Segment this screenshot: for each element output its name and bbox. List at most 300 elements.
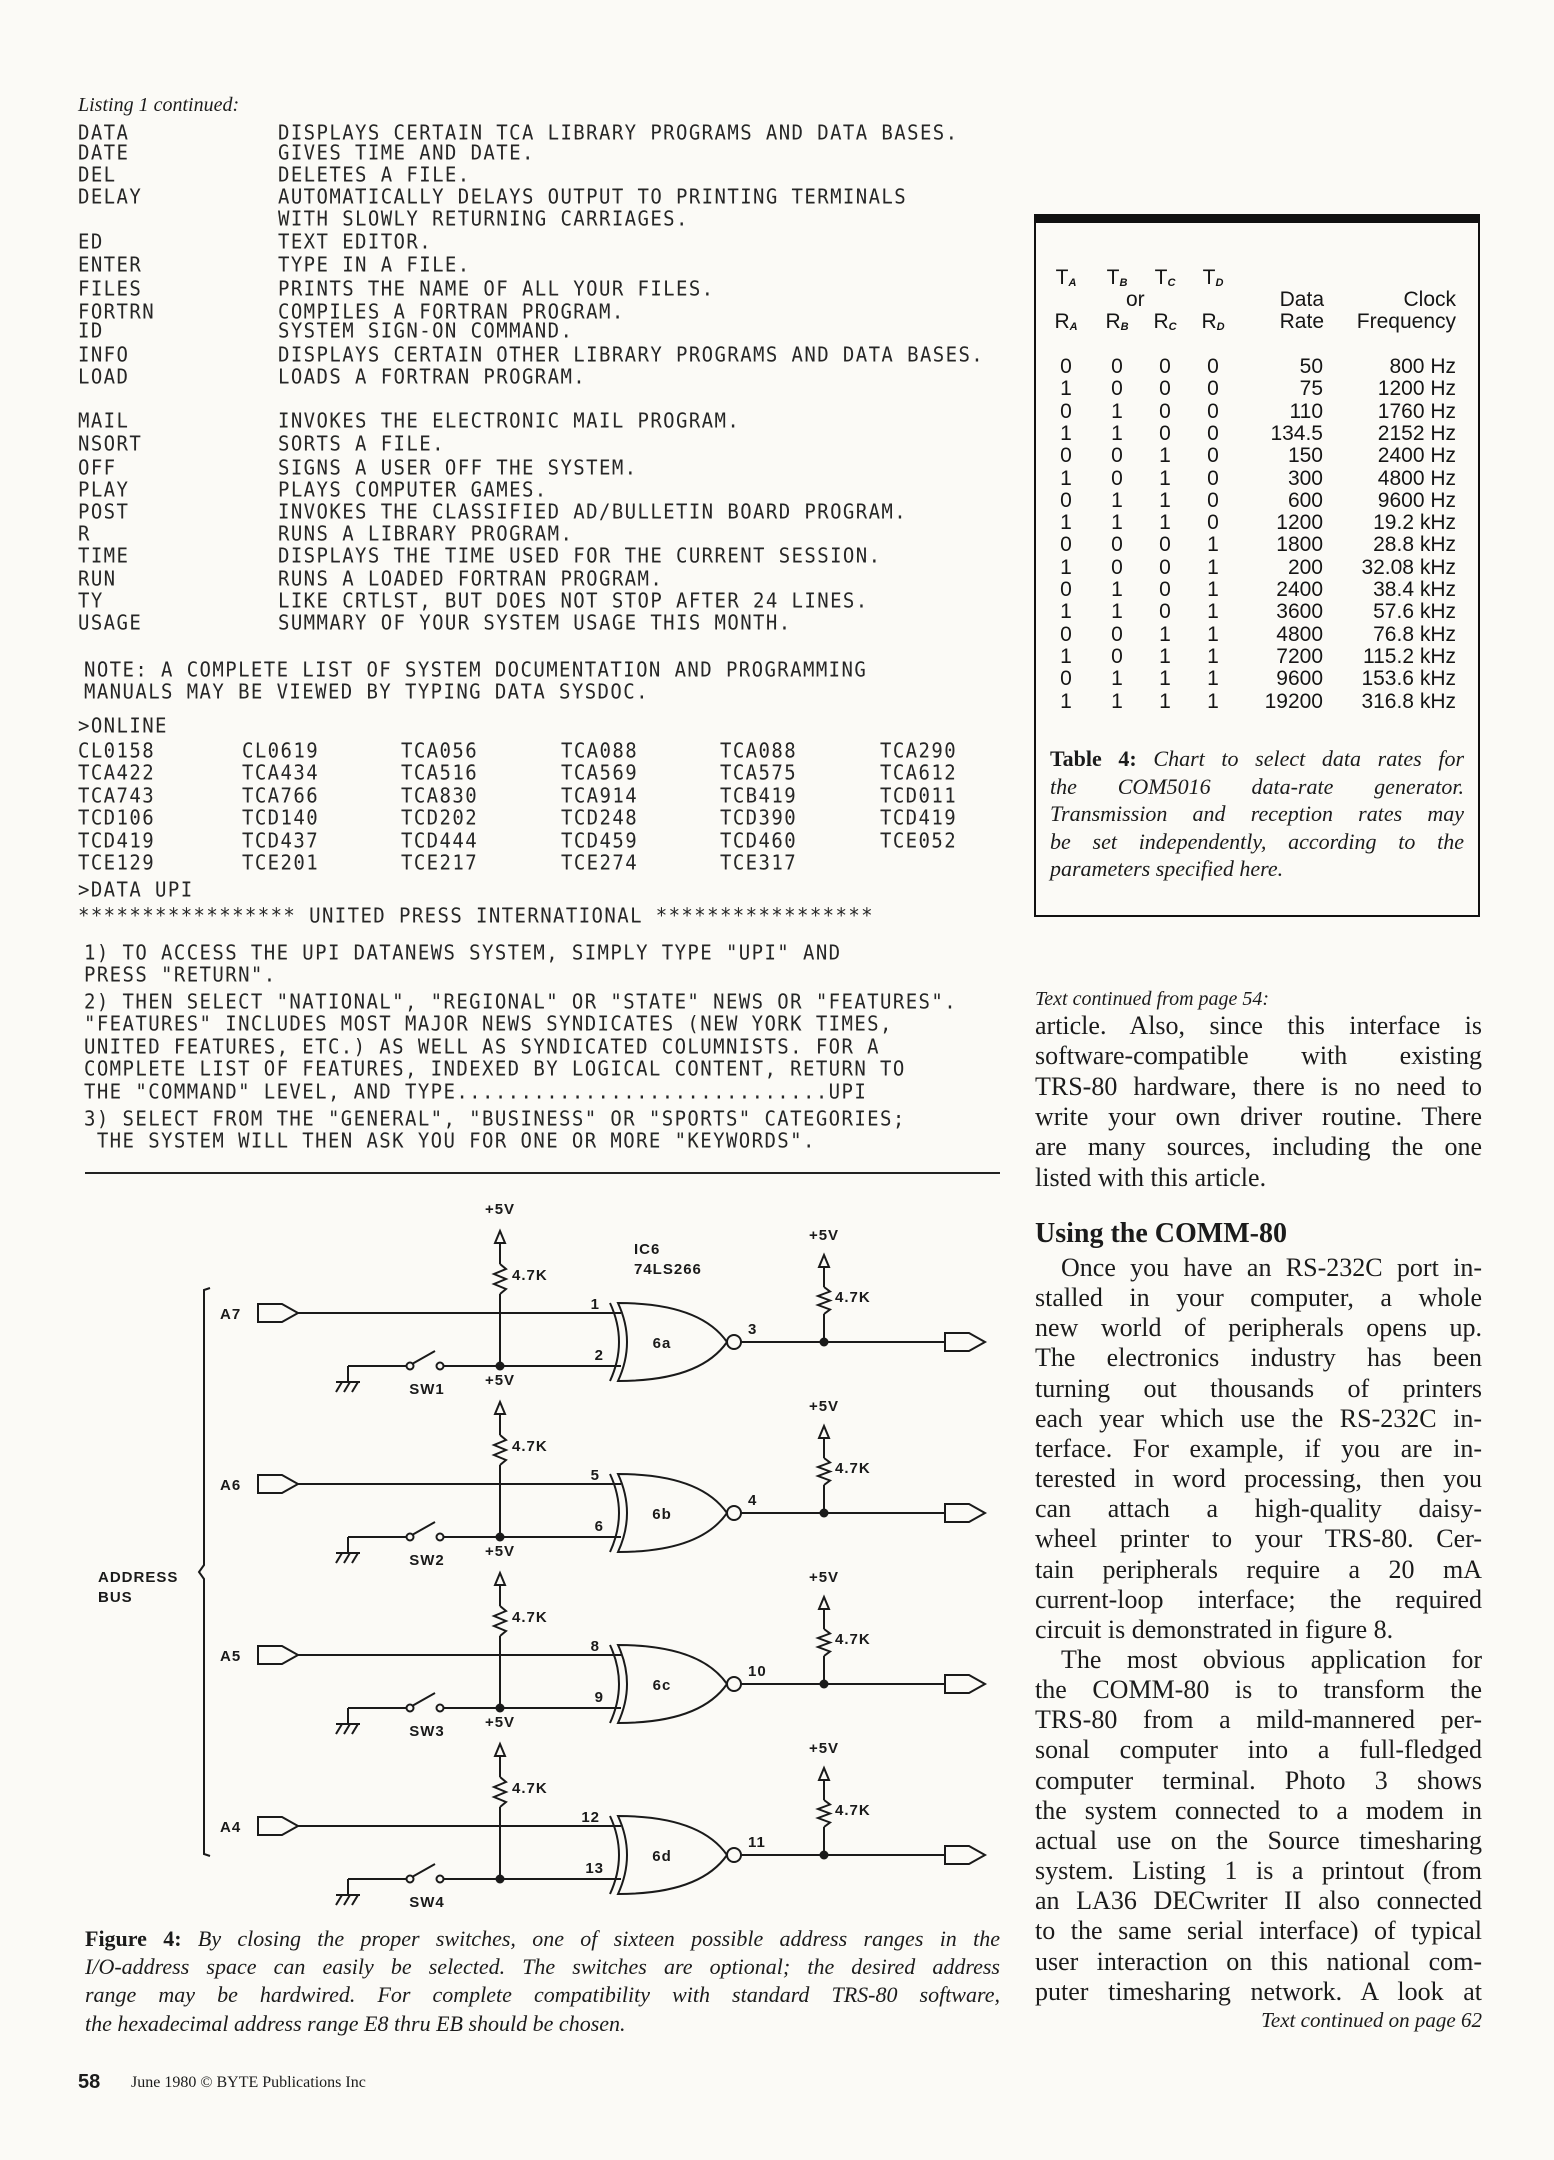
data-rate-cell: 300: [1287, 466, 1323, 490]
bit-cell: 1: [1159, 444, 1171, 468]
bit-cell: 0: [1060, 578, 1072, 601]
bit-cell: 0: [1111, 622, 1123, 646]
header-letter: T: [1202, 266, 1216, 289]
instruction-line: UNITED FEATURES, ETC.) AS WELL AS SYNDICATED COLUMNISTS. FOR A: [84, 1034, 881, 1059]
clock-frequency-cell: 9600 Hz: [1377, 488, 1456, 512]
bit-cell: 0: [1207, 511, 1219, 535]
header-subscript: A: [1068, 277, 1077, 289]
resistor-label: 4.7K: [835, 1802, 871, 1819]
bit-cell: 1: [1159, 488, 1171, 512]
instruction-line: 3) SELECT FROM THE "GENERAL", "BUSINESS" OR "SPORTS" CATEGORIES;: [84, 1107, 906, 1131]
switch-blade: [412, 1693, 435, 1706]
command-name: FILES: [78, 277, 143, 301]
switch-contact: [437, 1534, 444, 1541]
body-line: puter timesharing network. A look at: [1035, 1976, 1482, 2006]
supply-label: +5V: [484, 1543, 516, 1560]
header-subscript: A: [1069, 321, 1078, 333]
xnor-gate: [618, 1474, 727, 1552]
xnor-input-curve: [610, 1474, 619, 1552]
pin-label: 4: [748, 1492, 758, 1509]
command-description: RUNS A LOADED FORTRAN PROGRAM.: [278, 567, 664, 591]
supply-label: +5V: [484, 1372, 516, 1389]
online-item: TCD419: [78, 828, 156, 853]
figure-caption-text: range may be hardwired. For complete compatibility with standard TRS-80 software,: [85, 1982, 1000, 2008]
junction-dot: [820, 1338, 829, 1347]
bit-cell: 0: [1207, 466, 1219, 490]
switch-label: SW3: [409, 1723, 445, 1740]
body-line: software-compatible with existing: [1035, 1041, 1482, 1071]
bit-cell: 1: [1111, 399, 1123, 423]
figure-caption-text: the hexadecimal address range E8 thru EB should be chosen.: [85, 2010, 626, 2036]
bit-cell: 0: [1060, 622, 1072, 646]
command-description: PLAYS COMPUTER GAMES.: [278, 478, 548, 502]
page-number: 58: [78, 2071, 101, 2093]
online-prompt: >ONLINE: [78, 714, 168, 738]
online-item: CL0158: [78, 739, 156, 763]
xnor-input-curve: [610, 1303, 619, 1381]
data-rate-cell: 4800: [1276, 622, 1323, 646]
bit-cell: 0: [1060, 667, 1072, 691]
figure-4-schematic: [80, 1190, 1000, 1910]
online-item: TCA290: [880, 739, 958, 763]
bit-cell: 0: [1207, 488, 1219, 512]
bit-cell: 0: [1159, 600, 1171, 624]
command-name: TY: [78, 589, 104, 613]
command-description: INVOKES THE ELECTRONIC MAIL PROGRAM.: [278, 409, 741, 433]
command-description: LIKE CRTLST, BUT DOES NOT STOP AFTER 24 LINES.: [278, 589, 869, 613]
bit-cell: 1: [1207, 533, 1219, 557]
instruction-line: PRESS "RETURN".: [84, 963, 277, 988]
switch-blade: [412, 1522, 435, 1535]
instruction-line: THE SYSTEM WILL THEN ASK YOU FOR ONE OR MORE "KEYWORDS".: [84, 1129, 816, 1154]
resistor-label: 4.7K: [512, 1609, 548, 1626]
command-name: TIME: [78, 544, 130, 568]
pin-label: 9: [594, 1689, 604, 1706]
xnor-input-curve: [610, 1645, 619, 1723]
command-description: INVOKES THE CLASSIFIED AD/BULLETIN BOARD PROGRAM.: [278, 500, 908, 524]
resistor-label: 4.7K: [512, 1267, 548, 1284]
pin-label: 11: [748, 1834, 766, 1851]
column-header-t: [1051, 266, 1081, 290]
command-name: DATA: [78, 121, 130, 145]
body-line: terested in word processing, then you: [1035, 1464, 1482, 1494]
supply-arrow-icon: [495, 1402, 505, 1414]
ground-icon: [336, 1724, 360, 1734]
bit-cell: 0: [1060, 533, 1072, 557]
body-line: circuit is demonstrated in figure 8.: [1035, 1614, 1394, 1644]
bit-cell: 0: [1207, 399, 1219, 423]
clock-frequency-cell: 2152 Hz: [1377, 421, 1456, 445]
table-caption-line: [1050, 745, 1464, 773]
data-rate-cell: 7200: [1276, 644, 1323, 668]
clock-frequency-cell: 4800 Hz: [1377, 466, 1456, 490]
xnor-input-curve: [610, 1816, 619, 1894]
gate-label: 6d: [652, 1848, 672, 1865]
supply-arrow-icon: [495, 1573, 505, 1585]
clock-frequency-cell: 1200 Hz: [1377, 377, 1456, 401]
table-caption-line: [1050, 773, 1464, 801]
column-header-r: [1102, 310, 1132, 334]
output-connector: [945, 1333, 985, 1351]
bit-cell: 0: [1111, 444, 1123, 468]
clock-frequency-cell: 38.4 kHz: [1373, 578, 1456, 601]
bit-cell: 0: [1159, 555, 1171, 579]
resistor-4.7k: [818, 1800, 830, 1827]
supply-arrow-icon: [819, 1597, 829, 1609]
header-subscript: C: [1168, 321, 1177, 333]
bit-cell: 0: [1207, 421, 1219, 445]
continued-from: Text continued from page 54:: [1035, 988, 1270, 1010]
instruction-line: COMPLETE LIST OF FEATURES, INDEXED BY LOGICAL CONTENT, RETURN TO: [84, 1057, 906, 1082]
clock-frequency-cell: 57.6 kHz: [1373, 600, 1456, 624]
bit-cell: 1: [1111, 488, 1123, 512]
bit-cell: 1: [1111, 689, 1123, 713]
input-connector: [258, 1817, 298, 1835]
switch-label: SW2: [409, 1552, 445, 1569]
xnor-gate: [618, 1816, 727, 1894]
resistor-4.7k: [494, 1264, 506, 1294]
command-description: GIVES TIME AND DATE.: [278, 141, 535, 165]
junction-dot: [496, 1704, 505, 1713]
output-connector: [945, 1846, 985, 1864]
command-name: DELAY: [78, 185, 143, 209]
body-line: current-loop interface; the required: [1035, 1584, 1482, 1614]
gate-label: 6c: [652, 1677, 672, 1694]
pin-label: 5: [590, 1467, 600, 1484]
table-caption-text: the COM5016 data-rate generator.: [1050, 773, 1464, 799]
inverter-bubble: [727, 1506, 741, 1520]
body-line: actual use on the Source timesharing: [1035, 1825, 1482, 1855]
online-item: CL0619: [242, 739, 320, 763]
online-item: TCD202: [401, 806, 479, 831]
header-letter: R: [1054, 310, 1070, 333]
online-item: TCB419: [720, 783, 798, 808]
body-line: can attach a high-quality daisy-: [1035, 1494, 1482, 1524]
online-item: TCA569: [561, 761, 639, 786]
bit-cell: 1: [1060, 421, 1072, 445]
address-bus-label: ADDRESS: [98, 1569, 179, 1586]
xnor-gate: [618, 1645, 727, 1723]
bit-cell: 1: [1207, 578, 1219, 601]
table-caption-text: parameters specified here.: [1050, 856, 1284, 881]
resistor-4.7k: [818, 1458, 830, 1485]
bit-cell: 1: [1207, 555, 1219, 579]
body-line: terface. For example, if you are in-: [1035, 1433, 1482, 1463]
resistor-label: 4.7K: [835, 1631, 871, 1648]
address-line-label: A5: [220, 1648, 242, 1665]
address-line-label: A4: [220, 1819, 242, 1836]
pin-label: 3: [748, 1321, 758, 1338]
body-line: turning out thousands of printers: [1035, 1373, 1482, 1403]
bit-cell: 1: [1207, 622, 1219, 646]
body-line: new world of peripherals opens up.: [1035, 1313, 1482, 1343]
command-name: FORTRN: [78, 300, 156, 324]
ground-icon: [336, 1895, 360, 1905]
resistor-4.7k: [494, 1777, 506, 1807]
resistor-4.7k: [494, 1606, 506, 1636]
online-item: TCD390: [720, 806, 798, 831]
table-caption-line: [1050, 855, 1464, 883]
command-description: DISPLAYS CERTAIN TCA LIBRARY PROGRAMS AND DATA BASES.: [278, 121, 959, 145]
supply-label: +5V: [808, 1227, 840, 1244]
bit-cell: 0: [1111, 355, 1123, 378]
supply-label: +5V: [808, 1398, 840, 1415]
supply-arrow-icon: [819, 1768, 829, 1780]
inverter-bubble: [727, 1335, 741, 1349]
body-line: to the same serial interface) of typical: [1035, 1916, 1482, 1946]
header-letter: T: [1106, 266, 1120, 289]
bit-cell: 0: [1159, 421, 1171, 445]
online-item: TCA914: [561, 783, 639, 808]
bit-cell: 0: [1111, 466, 1123, 490]
junction-dot: [496, 1362, 505, 1371]
table-caption-line: [1050, 828, 1464, 856]
bit-cell: 0: [1111, 377, 1123, 401]
bit-cell: 0: [1159, 399, 1171, 423]
pin-label: 12: [581, 1809, 600, 1826]
command-description: SYSTEM SIGN-ON COMMAND.: [278, 319, 574, 343]
divider-rule: [85, 1172, 1000, 1174]
bit-cell: 0: [1207, 377, 1219, 401]
online-item: TCA516: [401, 761, 479, 786]
bit-cell: 1: [1159, 622, 1171, 646]
command-name: PLAY: [78, 478, 130, 502]
or-label: or: [1126, 288, 1145, 311]
supply-label: +5V: [484, 1714, 516, 1731]
command-description: RUNS A LIBRARY PROGRAM.: [278, 522, 574, 546]
header-letter: T: [1055, 266, 1069, 289]
command-name: RUN: [78, 567, 117, 591]
data-rate-cell: 1200: [1276, 511, 1323, 535]
input-connector: [258, 1304, 298, 1322]
output-connector: [945, 1504, 985, 1522]
bit-cell: 1: [1060, 689, 1072, 713]
data-rate-cell: 110: [1289, 399, 1323, 423]
upi-prompt: >DATA UPI: [78, 878, 194, 902]
command-name: INFO: [78, 343, 130, 367]
junction-dot: [820, 1851, 829, 1860]
header-letter: R: [1201, 310, 1217, 333]
bit-cell: 0: [1060, 399, 1072, 423]
bit-cell: 0: [1159, 377, 1171, 401]
command-name: ED: [78, 230, 104, 254]
clock-frequency-cell: 2400 Hz: [1377, 444, 1456, 468]
header-letter: R: [1105, 310, 1121, 333]
bit-cell: 0: [1111, 644, 1123, 668]
data-rate-cell: 3600: [1276, 600, 1323, 624]
figure-caption-line: [85, 2010, 1000, 2038]
header-subscript: D: [1215, 277, 1224, 289]
body-line: the COMM-80 is to transform the: [1035, 1675, 1482, 1705]
bit-cell: 1: [1060, 511, 1072, 535]
online-item: TCA612: [880, 761, 958, 786]
bit-cell: 1: [1159, 511, 1171, 535]
online-item: TCE274: [561, 851, 639, 875]
header-subscript: B: [1120, 321, 1129, 333]
body-line: system. Listing 1 is a printout (from: [1035, 1856, 1482, 1886]
supply-label: +5V: [808, 1740, 840, 1757]
note-line: MANUALS MAY BE VIEWED BY TYPING DATA SYSDOC.: [84, 680, 649, 704]
command-name: DEL: [78, 163, 117, 187]
figure-caption-label: Figure 4:: [85, 1926, 182, 1951]
table-caption-label: Table 4:: [1050, 746, 1137, 771]
online-item: TCD011: [880, 783, 958, 808]
online-item: TCA088: [720, 739, 798, 763]
online-item: TCD106: [78, 806, 156, 831]
resistor-label: 4.7K: [835, 1289, 871, 1306]
bit-cell: 0: [1207, 444, 1219, 468]
clock-frequency-cell: 800 Hz: [1389, 355, 1456, 378]
body-line: The most obvious application for: [1061, 1645, 1482, 1674]
command-name: MAIL: [78, 409, 130, 433]
command-name: R: [78, 522, 91, 546]
bit-cell: 0: [1159, 355, 1171, 378]
table-caption-text: be set independently, according to the: [1050, 828, 1464, 854]
pin-label: 13: [585, 1860, 604, 1877]
body-line: sonal computer into a full-fledged: [1035, 1735, 1482, 1765]
command-description: SUMMARY OF YOUR SYSTEM USAGE THIS MONTH.: [278, 611, 792, 635]
instruction-line: 1) TO ACCESS THE UPI DATANEWS SYSTEM, SIMPLY TYPE "UPI" AND: [84, 941, 842, 965]
bit-cell: 1: [1060, 600, 1072, 624]
data-rate-cell: 75: [1299, 377, 1323, 401]
figure-caption-line: [85, 1925, 1000, 1953]
body-line: Once you have an RS-232C port in-: [1061, 1253, 1482, 1282]
ic-part-label: 74LS266: [634, 1261, 702, 1278]
output-connector: [945, 1675, 985, 1693]
data-rate-cell: 9600: [1276, 667, 1323, 691]
bit-cell: 1: [1060, 377, 1072, 401]
column-header-t: [1102, 266, 1132, 290]
ground-icon: [336, 1382, 360, 1392]
figure-caption-line: [85, 1981, 1000, 2009]
body-line: the system connected to a modem in: [1035, 1795, 1482, 1825]
bit-cell: 1: [1111, 578, 1123, 601]
table-caption-line: [1050, 800, 1464, 828]
section-heading: Using the COMM-80: [1035, 1218, 1287, 1249]
switch-contact: [437, 1876, 444, 1883]
command-description: SIGNS A USER OFF THE SYSTEM.: [278, 456, 638, 480]
bit-cell: 1: [1111, 511, 1123, 535]
header-letter: T: [1154, 266, 1168, 289]
online-item: TCA422: [78, 761, 156, 786]
header-subscript: D: [1216, 321, 1225, 333]
figure-caption-line: [85, 1953, 1000, 1981]
header-subscript: C: [1167, 277, 1176, 289]
body-line: user interaction on this national com-: [1035, 1946, 1482, 1976]
listing-caption: Listing 1 continued:: [78, 94, 240, 116]
junction-dot: [496, 1875, 505, 1884]
bit-cell: 0: [1111, 533, 1123, 557]
body-line: wheel printer to your TRS-80. Cer-: [1035, 1524, 1482, 1554]
clock-frequency-cell: 28.8 kHz: [1373, 533, 1456, 557]
data-rate-cell: 50: [1299, 355, 1323, 378]
command-description: TYPE IN A FILE.: [278, 253, 471, 277]
table-caption-text: Chart to select data rates for: [1153, 746, 1465, 771]
switch-contact: [437, 1705, 444, 1712]
supply-arrow-icon: [819, 1426, 829, 1438]
inverter-bubble: [727, 1848, 741, 1862]
clock-frequency-cell: 153.6 kHz: [1361, 667, 1456, 691]
column-header-t: [1198, 266, 1228, 290]
supply-arrow-icon: [495, 1231, 505, 1243]
online-item: TCA766: [242, 783, 320, 808]
command-name: ENTER: [78, 253, 143, 277]
body-line: article. Also, since this interface is: [1035, 1011, 1482, 1040]
bit-cell: 0: [1111, 555, 1123, 579]
address-line-label: A6: [220, 1477, 242, 1494]
pin-label: 2: [594, 1347, 604, 1364]
ic-label: IC6: [634, 1241, 661, 1258]
online-item: TCE129: [78, 851, 156, 875]
clock-frequency-cell: 1760 Hz: [1377, 399, 1456, 423]
body-line: computer terminal. Photo 3 shows: [1035, 1765, 1482, 1795]
figure-caption-text: By closing the proper switches, one of sixteen possible address ranges in the: [197, 1926, 1000, 1951]
online-item: TCA056: [401, 739, 479, 763]
clock-frequency-cell: 76.8 kHz: [1373, 622, 1456, 646]
body-line: TRS-80 hardware, there is no need to: [1035, 1071, 1482, 1101]
header-subscript: B: [1119, 277, 1128, 289]
bit-cell: 1: [1111, 667, 1123, 691]
clock-header-1: Clock: [1403, 288, 1456, 311]
bit-cell: 1: [1111, 600, 1123, 624]
command-name: ID: [78, 319, 104, 343]
command-description: DISPLAYS CERTAIN OTHER LIBRARY PROGRAMS AND DATA BASES.: [278, 343, 985, 367]
bit-cell: 1: [1207, 600, 1219, 624]
rate-header-2: Rate: [1279, 310, 1324, 333]
bit-cell: 1: [1060, 466, 1072, 490]
pin-label: 8: [590, 1638, 600, 1655]
switch-label: SW1: [409, 1381, 445, 1398]
online-item: TCA830: [401, 783, 479, 808]
resistor-label: 4.7K: [835, 1460, 871, 1477]
junction-dot: [820, 1509, 829, 1518]
switch-contact: [437, 1363, 444, 1370]
data-rate-cell: 150: [1287, 444, 1323, 468]
data-rate-cell: 19200: [1264, 689, 1323, 713]
body-line: each year which use the RS-232C in-: [1035, 1403, 1482, 1433]
command-name: POST: [78, 500, 130, 524]
resistor-4.7k: [818, 1629, 830, 1656]
pin-label: 10: [748, 1663, 767, 1680]
bit-cell: 1: [1159, 689, 1171, 713]
online-item: TCD459: [561, 828, 639, 853]
instruction-line: "FEATURES" INCLUDES MOST MAJOR NEWS SYNDICATES (NEW YORK TIMES,: [84, 1012, 893, 1037]
body-line: TRS-80 from a mild-mannered per-: [1035, 1705, 1482, 1735]
clock-header-2: Frequency: [1356, 310, 1456, 333]
resistor-4.7k: [494, 1435, 506, 1465]
bit-cell: 1: [1207, 644, 1219, 668]
pin-label: 1: [590, 1296, 600, 1313]
figure-caption-text: I/O-address space can easily be selected. The switches are optional; the desired address: [85, 1954, 1000, 1980]
command-description: PRINTS THE NAME OF ALL YOUR FILES.: [278, 277, 715, 301]
supply-label: +5V: [808, 1569, 840, 1586]
data-rate-cell: 600: [1287, 488, 1323, 512]
body-line: are many sources, including the one: [1035, 1132, 1482, 1162]
online-item: TCD140: [242, 806, 320, 831]
body-line: write your own driver routine. There: [1035, 1101, 1482, 1131]
input-connector: [258, 1646, 298, 1664]
supply-arrow-icon: [819, 1255, 829, 1267]
footer-credit: June 1980 © BYTE Publications Inc: [131, 2074, 366, 2091]
body-line: The electronics industry has been: [1035, 1343, 1482, 1373]
bit-cell: 0: [1159, 578, 1171, 601]
pin-label: 6: [594, 1518, 604, 1535]
online-item: TCE217: [401, 851, 479, 875]
command-description: COMPILES A FORTRAN PROGRAM.: [278, 300, 625, 324]
bit-cell: 0: [1060, 444, 1072, 468]
online-item: TCD444: [401, 828, 479, 853]
command-name: OFF: [78, 456, 117, 480]
